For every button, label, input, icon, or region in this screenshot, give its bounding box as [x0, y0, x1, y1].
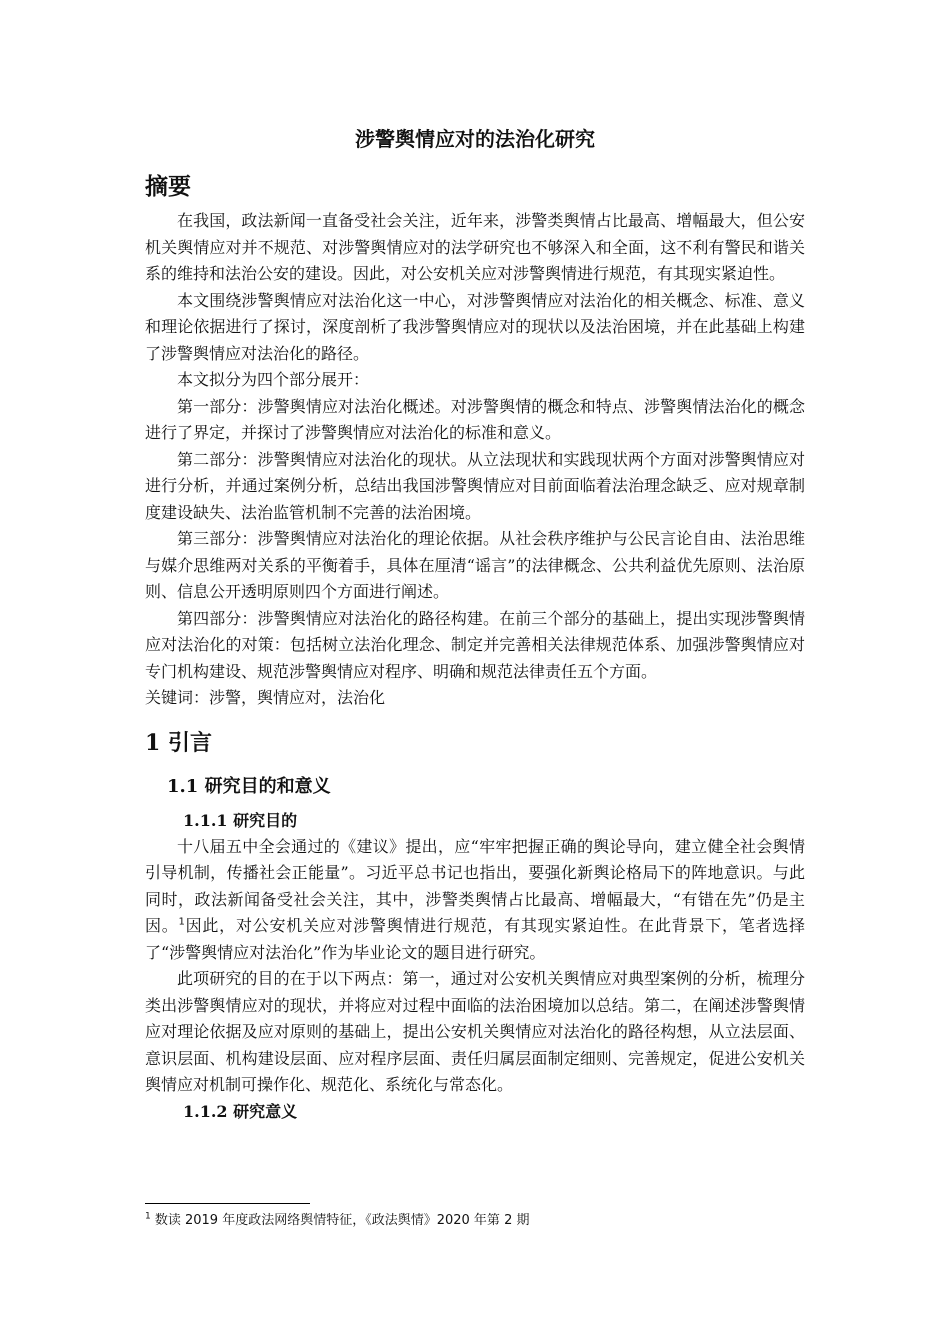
abstract-paragraph: 第四部分：涉警舆情应对法治化的路径构建。在前三个部分的基础上，提出实现涉警舆情应对法治化的对策：包括树立法治化理念、制定并完善相关法律规范体系、加强涉警舆情应对专门机构建设、规范涉警舆情应对程序、明确和规范法律责任五个方面。: [145, 608, 805, 681]
footnote: [145, 1211, 805, 1231]
abstract-paragraph: 第三部分：涉警舆情应对法治化的理论依据。从社会秩序维护与公民言论自由、法治思维与媒介思维两对关系的平衡着手，具体在厘清“谣言”的法律概念、公共利益优先原则、法治原则、信息公开透明原则四个方面进行阐述。: [145, 529, 805, 601]
abstract-paragraph: 本文拟分为四个部分展开：: [177, 370, 370, 389]
abstract-paragraph: 第二部分：涉警舆情应对法治化的现状。从立法现状和实践现状两个方面对涉警舆情应对进行分析，并通过案例分析，总结出我国涉警舆情应对目前面临着法治理念缺乏、应对规章制度建设缺失、法治监管机制不完善的法治困境。: [145, 449, 805, 522]
footnote-reference[interactable]: 1: [178, 916, 185, 928]
section-heading-introduction: 1 引言: [145, 729, 212, 756]
body-paragraph: [145, 834, 805, 967]
abstract-heading: 摘要: [145, 173, 191, 200]
footnote-text: 数读 2019 年度政法网络舆情特征，《政法舆情》2020 年第 2 期: [150, 1213, 530, 1228]
body-text: 十八届五中全会通过的《建议》提出，应“牢牢把握正确的舆论导向，建立健全社会舆情引导机制，传播社会正能量”。习近平总书记也指出，要强化新舆论格局下的阵地意识。与此同时，政法新闻备受社会关注，其中，涉警类舆情占比最高、增幅最大，“有错在先”仍是主因。: [145, 836, 805, 935]
body-paragraph: 此项研究的目的在于以下两点：第一，通过对公安机关舆情应对典型案例的分析，梳理分类出涉警舆情应对的现状，并将应对过程中面临的法治困境加以总结。第二，在阐述涉警舆情应对理论依据及应对原则的基础上，提出公安机关舆情应对法治化的路径构想，从立法层面、意识层面、机构建设层面、应对程序层面、责任归属层面制定细则、完善规定，促进公安机关舆情应对机制可操作化、规范化、系统化与常态化。: [145, 969, 805, 1094]
body-text: 因此，对公安机关应对涉警舆情进行规范，有其现实紧迫性。在此背景下，笔者选择了“涉警舆情应对法治化”作为毕业论文的题目进行研究。: [145, 916, 805, 962]
abstract-paragraph: 在我国，政法新闻一直备受社会关注，近年来，涉警类舆情占比最高、增幅最大，但公安机关舆情应对并不规范、对涉警舆情应对的法学研究也不够深入和全面，这不利有警民和谐关系的维持和法治公安的建设。因此，对公安机关应对涉警舆情进行规范，有其现实紧迫性。: [145, 211, 805, 283]
subsubsection-heading-significance: 1.1.2 研究意义: [183, 1101, 298, 1121]
abstract-paragraph: 本文围绕涉警舆情应对法治化这一中心，对涉警舆情应对法治化的相关概念、标准、意义和理论依据进行了探讨，深度剖析了我涉警舆情应对的现状以及法治困境，并在此基础上构建了涉警舆情应对法治化的路径。: [145, 290, 805, 363]
page-body: [145, 124, 805, 1125]
footnote-marker: 1: [145, 1211, 151, 1222]
keywords: 关键词：涉警，舆情应对，法治化: [145, 688, 386, 707]
subsection-heading-purpose-significance: 1.1 研究目的和意义: [167, 775, 331, 797]
subsubsection-heading-purpose: 1.1.1 研究目的: [183, 810, 298, 830]
footnote-separator: [145, 1203, 310, 1204]
paper-title: 涉警舆情应对的法治化研究: [355, 127, 595, 151]
abstract-paragraph: 第一部分：涉警舆情应对法治化概述。对涉警舆情的概念和特点、涉警舆情法治化的概念进行了界定，并探讨了涉警舆情应对法治化的标准和意义。: [145, 396, 805, 442]
